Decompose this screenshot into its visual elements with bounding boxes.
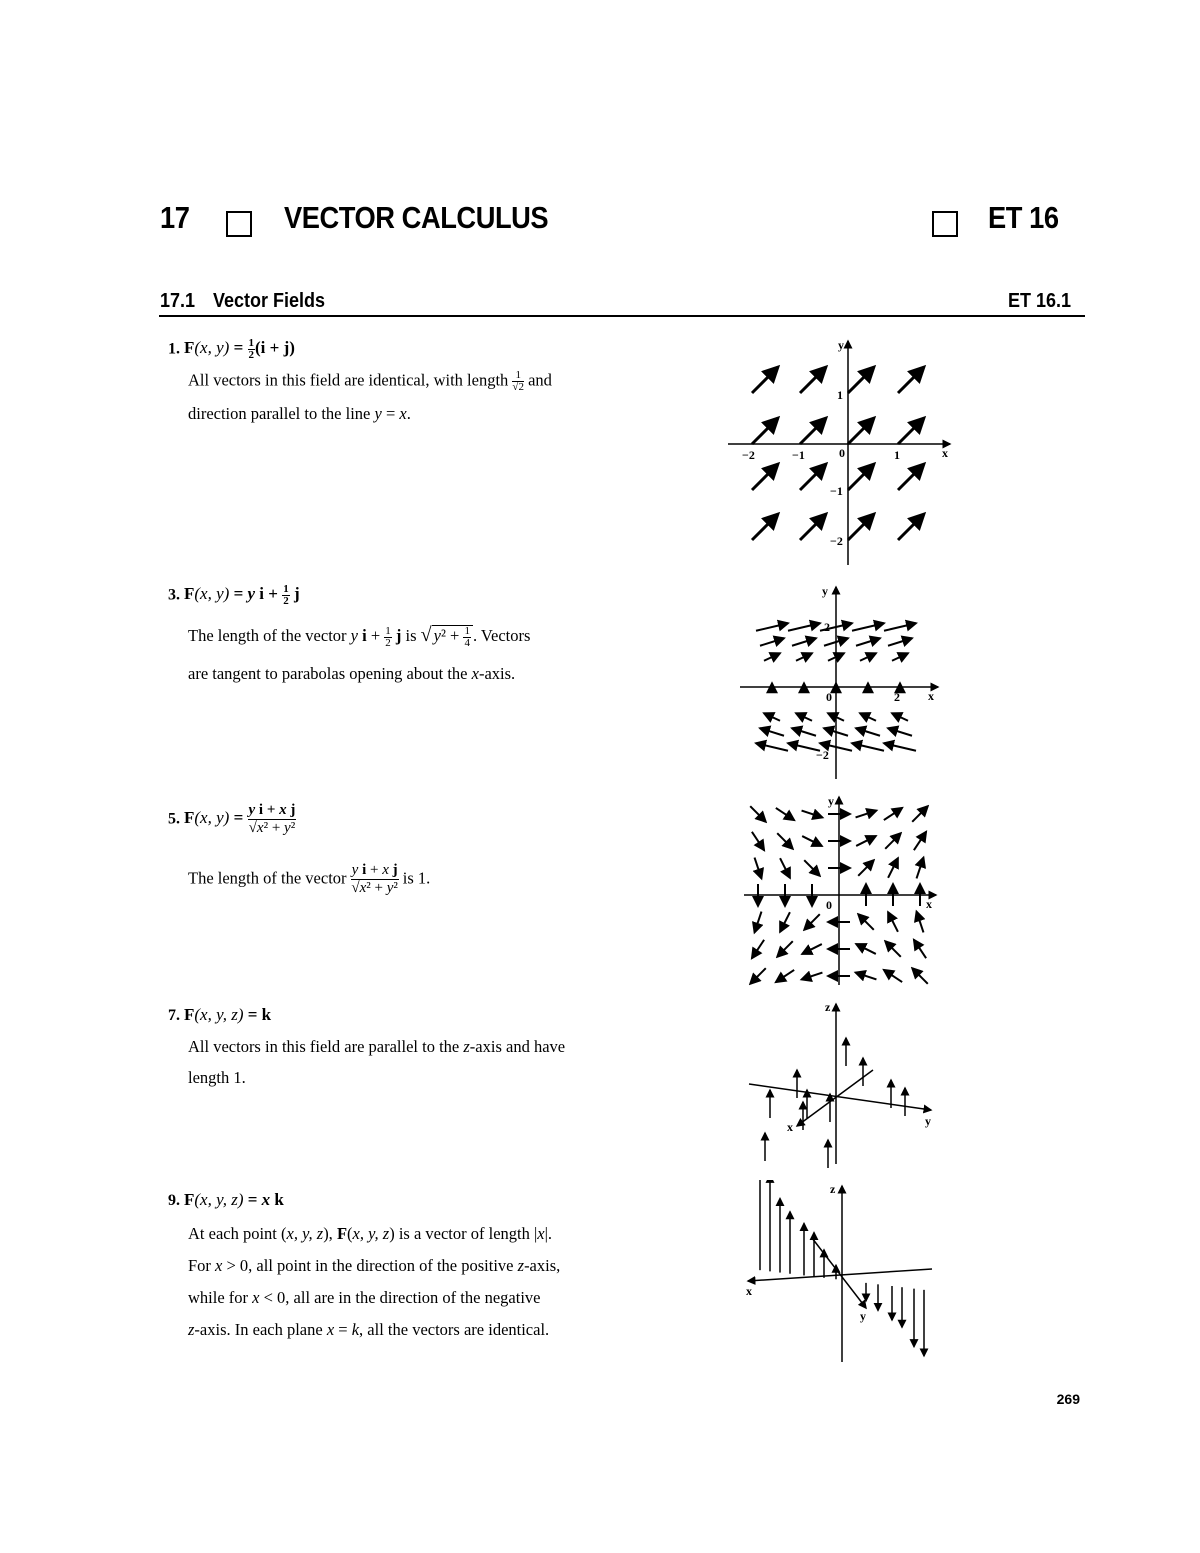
- tick-label: 1: [894, 448, 900, 462]
- field-arrow: [760, 638, 784, 646]
- field-arrow: [802, 836, 822, 846]
- field-arrow: [848, 418, 874, 444]
- field-arrow: [888, 912, 898, 932]
- field-arrow: [852, 743, 884, 751]
- field-arrow: [860, 653, 876, 661]
- y-axis-label: y: [925, 1114, 931, 1128]
- figure-1-vector-field: [720, 335, 960, 570]
- section-et-label: ET 16.1: [1008, 290, 1072, 312]
- field-arrow: [752, 832, 764, 850]
- field-arrow: [912, 968, 928, 984]
- field-arrow: [750, 806, 766, 822]
- problem-7-text-line: All vectors in this field are parallel to the z-axis and have: [188, 1037, 566, 1056]
- et-label: ET 16: [988, 200, 1059, 235]
- x-axis-label: x: [942, 446, 948, 460]
- field-arrow: [914, 832, 926, 850]
- tick-label: 2: [894, 690, 900, 704]
- problem-5: [168, 802, 296, 837]
- x-axis-label: x: [926, 897, 932, 911]
- tick-label: −2: [742, 448, 755, 462]
- field-arrow: [800, 514, 826, 540]
- figure-9-vector-field: [742, 1180, 942, 1365]
- field-arrow: [856, 811, 877, 818]
- field-arrow: [760, 728, 784, 736]
- chapter-title: VECTOR CALCULUS: [284, 200, 549, 235]
- problem-1-text-line: direction parallel to the line y = x.: [188, 404, 411, 423]
- figure-7-vector-field: [745, 998, 940, 1168]
- field-arrow: [752, 418, 778, 444]
- field-arrow: [800, 464, 826, 490]
- problem-1-text-line: All vectors in this field are identical, with length $\frac{1}{√2}$ and: [188, 369, 552, 393]
- figure-5-vector-field: [742, 793, 942, 988]
- figure-3-vector-field: [738, 583, 948, 783]
- field-arrow: [856, 836, 876, 846]
- field-arrow: [885, 833, 901, 849]
- field-arrow: [755, 912, 762, 933]
- problem-number: 5.: [168, 810, 180, 828]
- field-arrow: [898, 418, 924, 444]
- field-arrow: [852, 623, 884, 631]
- problem-5-text-line: The length of the vector $\frac{\text{y i + x j}}{\text{√x² + y²}}$ is 1.: [188, 862, 431, 896]
- field-arrow: [804, 860, 820, 876]
- chapter-number: 17: [160, 200, 190, 235]
- field-arrow: [792, 728, 816, 736]
- field-arrow: [848, 514, 874, 540]
- page-number: 269: [1056, 1391, 1080, 1407]
- section-title: Vector Fields: [213, 290, 326, 312]
- problem-number: 7.: [168, 1007, 180, 1024]
- y-axis-label: y: [860, 1309, 866, 1323]
- y-axis: [749, 1084, 931, 1110]
- x-axis-label: x: [746, 1284, 752, 1298]
- problem-number: 1.: [168, 340, 180, 358]
- problem-number: 3.: [168, 586, 180, 604]
- y-axis-label: y: [822, 584, 828, 598]
- field-arrow: [788, 623, 820, 631]
- field-arrow: [858, 914, 874, 930]
- field-arrow: [888, 638, 912, 646]
- field-arrow: [802, 973, 823, 980]
- field-arrow: [848, 464, 874, 490]
- z-axis-label: z: [830, 1182, 836, 1196]
- tick-label: 0: [839, 446, 845, 460]
- field-arrow: [777, 941, 793, 957]
- field-arrow: [756, 743, 788, 751]
- field-arrow: [780, 858, 790, 878]
- field-arrow: [892, 653, 908, 661]
- field-arrow: [752, 514, 778, 540]
- field-arrow: [802, 944, 822, 954]
- field-arrow: [796, 653, 812, 661]
- field-arrow: [884, 808, 902, 820]
- tick-label: 0: [826, 898, 832, 912]
- field-arrow: [776, 808, 794, 820]
- problem-3-text-line: are tangent to parabolas opening about the x-axis.: [188, 664, 516, 683]
- problem-9: [168, 1190, 284, 1210]
- x-axis-label: x: [787, 1120, 793, 1134]
- problem-formula: F(x, y, z) = k: [184, 1005, 272, 1024]
- field-arrow: [755, 858, 762, 879]
- field-arrow: [752, 367, 778, 393]
- problem-3-text-line: The length of the vector y i + $\frac{1}{2}$ j is √ y² + $\frac{1}{4}$ . Vectors: [188, 624, 531, 649]
- field-arrow: [860, 713, 876, 721]
- problem-9-text-line: z-axis. In each plane x = k, all the vectors are identical.: [188, 1320, 550, 1339]
- field-arrow: [888, 858, 898, 878]
- problem-9-text-line: At each point (x, y, z), F(x, y, z) is a vector of length |x|.: [188, 1224, 553, 1243]
- problem-formula: F(x, y, z) = x k: [184, 1190, 284, 1209]
- field-arrow: [856, 728, 880, 736]
- field-arrow: [800, 418, 826, 444]
- field-arrow: [885, 941, 901, 957]
- field-arrow: [848, 367, 874, 393]
- field-arrow: [802, 811, 823, 818]
- field-arrow: [856, 638, 880, 646]
- z-axis-label: z: [825, 1000, 831, 1014]
- field-arrow: [764, 653, 780, 661]
- field-arrow: [756, 623, 788, 631]
- problem-formula: F(x, y) = $\frac{\text{y i + x j}}{\text{√x² + y²}}$: [184, 802, 296, 836]
- tick-label: −2: [830, 534, 843, 548]
- field-arrow: [752, 940, 764, 958]
- problem-7: [168, 1005, 271, 1025]
- field-arrow: [796, 713, 812, 721]
- field-arrow: [898, 464, 924, 490]
- problem-number: 9.: [168, 1192, 180, 1209]
- field-arrow: [912, 806, 928, 822]
- box-icon: [932, 211, 958, 237]
- x-axis-label: x: [928, 689, 934, 703]
- field-arrow: [777, 833, 793, 849]
- field-arrow: [750, 968, 766, 984]
- field-arrow: [780, 912, 790, 932]
- problem-9-text-line: For x > 0, all point in the direction of the positive z-axis,: [188, 1256, 561, 1275]
- y-axis: [812, 1238, 866, 1308]
- problem-9-text-line: while for x < 0, all are in the direction of the negative: [188, 1288, 541, 1307]
- field-arrow: [804, 914, 820, 930]
- field-arrow: [888, 728, 912, 736]
- field-arrow: [764, 713, 780, 721]
- tick-label: 2: [824, 620, 830, 634]
- field-arrow: [917, 858, 924, 879]
- field-arrow: [858, 860, 874, 876]
- problem-1: [168, 338, 295, 361]
- problem-7-text-line: length 1.: [188, 1068, 246, 1087]
- y-axis-label: y: [838, 338, 844, 352]
- problem-formula: F(x, y) = y i + $\frac{1}{2}$ j: [184, 583, 300, 607]
- field-arrow: [776, 970, 794, 982]
- field-arrow: [884, 623, 916, 631]
- problem-3: [168, 584, 300, 607]
- field-arrow: [892, 713, 908, 721]
- field-arrow: [856, 944, 876, 954]
- field-arrow: [898, 514, 924, 540]
- box-icon: [226, 211, 252, 237]
- y-axis-label: y: [828, 794, 834, 808]
- field-arrow: [917, 912, 924, 933]
- field-arrow: [914, 940, 926, 958]
- field-arrow: [898, 367, 924, 393]
- tick-label: −1: [792, 448, 805, 462]
- field-arrow: [792, 638, 816, 646]
- problem-formula: F(x, y) = $\frac{1}{2}$ (i + j): [184, 337, 295, 361]
- field-arrow: [800, 367, 826, 393]
- section-rule: [159, 315, 1085, 317]
- x-axis: [797, 1070, 873, 1126]
- field-arrow: [752, 464, 778, 490]
- field-arrow: [884, 970, 902, 982]
- tick-label: −2: [816, 748, 829, 762]
- tick-label: −1: [830, 484, 843, 498]
- section-number: 17.1: [160, 290, 196, 312]
- tick-label: 1: [837, 388, 843, 402]
- field-arrow: [856, 973, 877, 980]
- field-arrow: [884, 743, 916, 751]
- tick-label: 0: [826, 690, 832, 704]
